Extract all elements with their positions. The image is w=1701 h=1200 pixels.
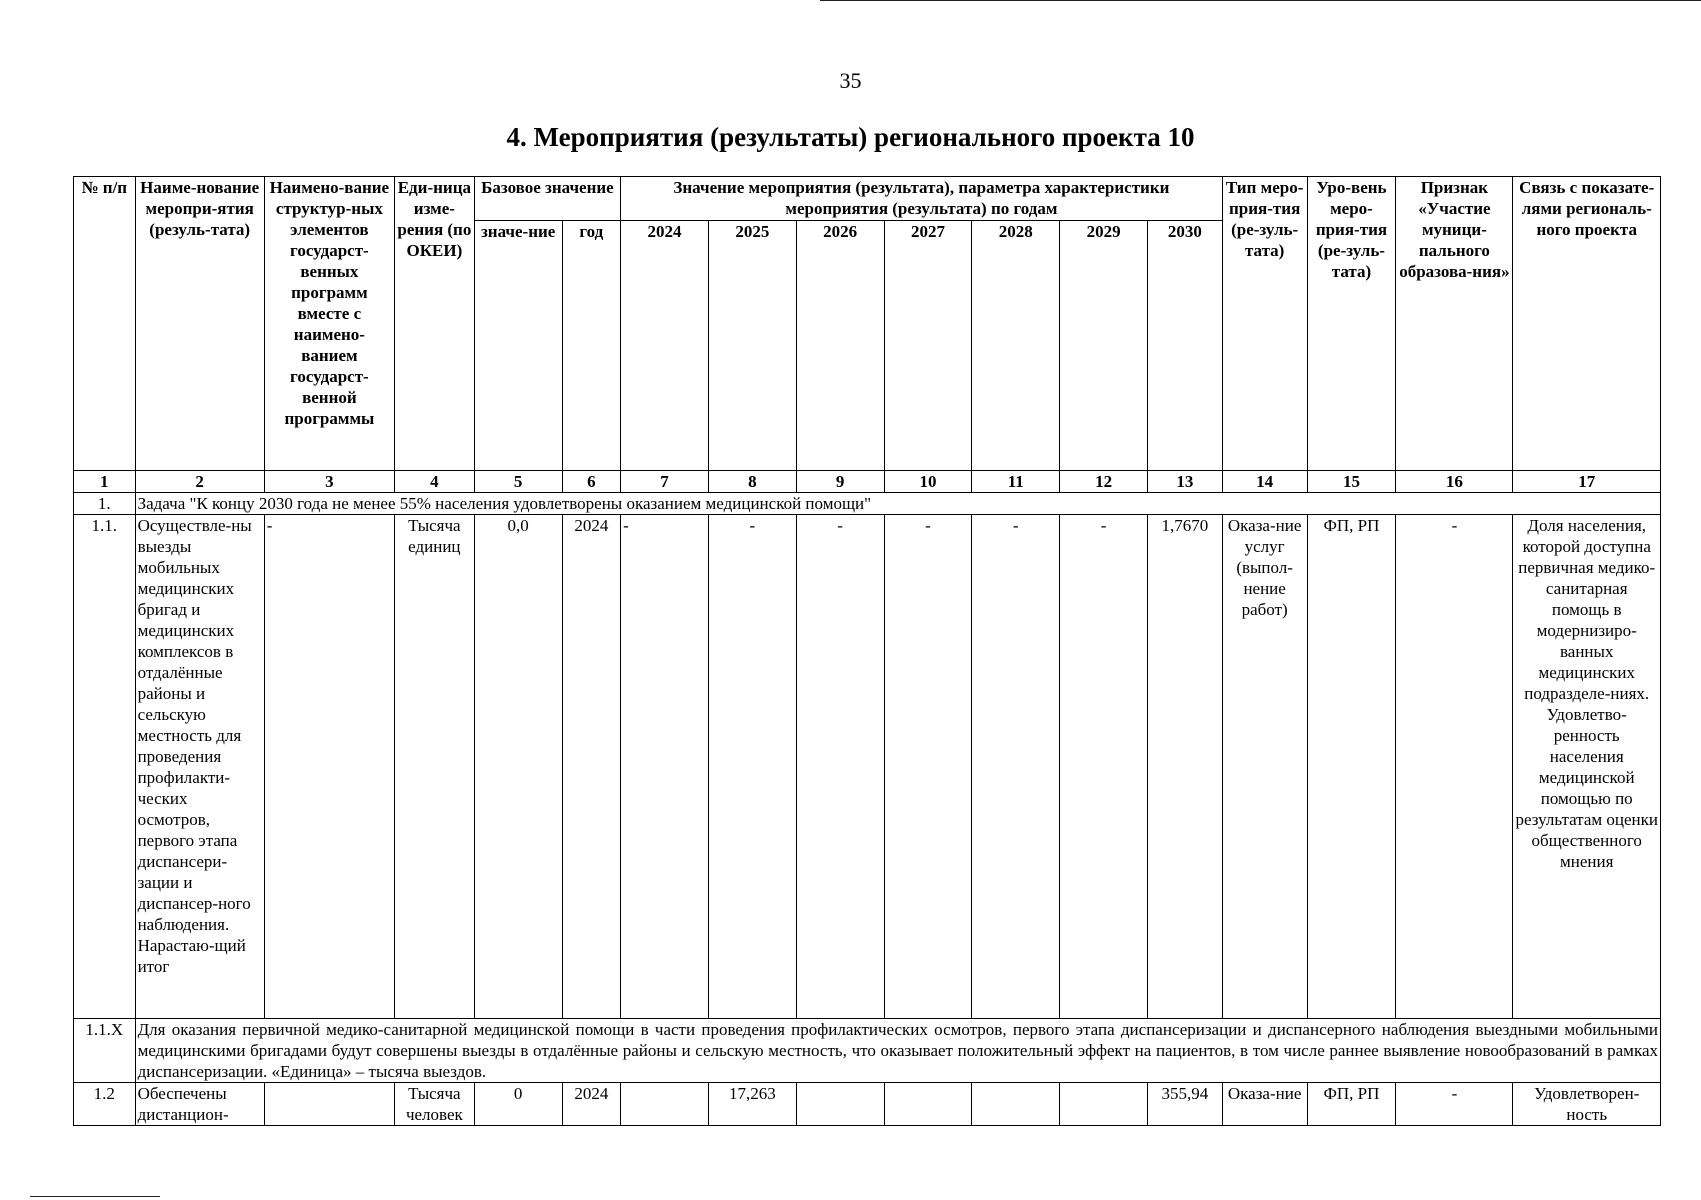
row-unit: Тысяча человек [395, 1083, 475, 1126]
row-year-value: 17,263 [708, 1083, 796, 1126]
row-base-year: 2024 [562, 1083, 621, 1126]
table-row [74, 515, 1661, 1019]
column-number: 2 [135, 471, 264, 493]
header-year: 2026 [796, 221, 884, 471]
column-number: 15 [1307, 471, 1396, 493]
column-number: 12 [1060, 471, 1148, 493]
table-row [74, 1083, 1661, 1126]
row-base-year: 2024 [562, 515, 621, 1019]
row-structural: - [264, 515, 394, 1019]
row-year-value [796, 1083, 884, 1126]
row-base-value: 0 [474, 1083, 562, 1126]
header-base-value: значе-ние [474, 221, 562, 471]
row-level: ФП, РП [1307, 515, 1396, 1019]
task-row [74, 493, 1661, 515]
row-year-value [884, 1083, 972, 1126]
column-number: 4 [395, 471, 475, 493]
row-year-value [1060, 1083, 1148, 1126]
row-link: Удовлетворен-ность [1513, 1083, 1661, 1126]
column-number: 14 [1222, 471, 1307, 493]
header-row-1 [74, 177, 1661, 221]
row-year-value: - [621, 515, 709, 1019]
header-type: Тип меро-прия-тия (ре-зуль-тата) [1222, 177, 1307, 471]
page-title: 4. Мероприятия (результаты) регионального проекта 10 [506, 122, 1195, 152]
header-year: 2024 [621, 221, 709, 471]
note-row [74, 1019, 1661, 1083]
header-level: Уро-вень меро-прия-тия (ре-зуль-тата) [1307, 177, 1396, 471]
row-no: 1.1. [74, 515, 136, 1019]
row-type: Оказа-ние [1222, 1083, 1307, 1126]
row-year-value: - [1060, 515, 1148, 1019]
scan-mark [820, 0, 1701, 1]
row-base-value: 0,0 [474, 515, 562, 1019]
row-year-value [972, 1083, 1060, 1126]
row-municipal: - [1396, 1083, 1513, 1126]
row-unit: Тысяча единиц [395, 515, 475, 1019]
column-number: 9 [796, 471, 884, 493]
row-year-value: - [796, 515, 884, 1019]
column-number: 8 [708, 471, 796, 493]
header-municipal: Признак «Участие муници-пального образова-ния» [1396, 177, 1513, 471]
column-numbers-row [74, 471, 1661, 493]
header-no: № п/п [74, 177, 136, 471]
row-type: Оказа-ние услуг (выпол-нение работ) [1222, 515, 1307, 1019]
column-number: 10 [884, 471, 972, 493]
page-number: 35 [839, 68, 862, 93]
column-number: 13 [1147, 471, 1222, 493]
row-no: 1.2 [74, 1083, 136, 1126]
task-no: 1. [74, 493, 136, 515]
task-text: Задача "К концу 2030 года не менее 55% населения удовлетворены оказанием медицинской помощи" [135, 493, 1660, 515]
column-number: 3 [264, 471, 394, 493]
row-year-value: - [972, 515, 1060, 1019]
projects-table [73, 176, 1661, 1126]
row-year-value: - [708, 515, 796, 1019]
header-year: 2027 [884, 221, 972, 471]
note-no: 1.1.X [74, 1019, 136, 1083]
column-number: 5 [474, 471, 562, 493]
header-base-year: год [562, 221, 621, 471]
note-text: Для оказания первичной медико-санитарной медицинской помощи в части проведения профилактических осмотров, первого этапа диспансеризации и диспансерного наблюдения выездными мобильными медицинскими бригадами будут совершены выезды в отдалённые районы и сельскую местность, что оказывает положительный эффект на пациентов, в том числе раннее выявление новообразований в рамках диспансеризации. «Единица» – тысяча выездов. [135, 1019, 1660, 1083]
header-year: 2030 [1147, 221, 1222, 471]
row-municipal: - [1396, 515, 1513, 1019]
row-year-value: 355,94 [1147, 1083, 1222, 1126]
header-year: 2029 [1060, 221, 1148, 471]
column-number: 17 [1513, 471, 1661, 493]
row-level: ФП, РП [1307, 1083, 1396, 1126]
row-year-value [621, 1083, 709, 1126]
scan-mark [30, 1196, 160, 1197]
row-link: Доля населения, которой доступна первичная медико-санитарная помощь в модернизиро-ванных медицинских подразделе-ниях. Удовлетво-ренность населения медицинской помощью по результатам оценки общественного мнения [1513, 515, 1661, 1019]
row-year-value: 1,7670 [1147, 515, 1222, 1019]
header-values-group: Значение мероприятия (результата), параметра характеристики мероприятия (результата) по годам [621, 177, 1223, 221]
row-structural [264, 1083, 394, 1126]
row-name: Обеспечены дистанцион- [135, 1083, 264, 1126]
header-unit: Еди-ница изме-рения (по ОКЕИ) [395, 177, 475, 471]
header-name: Наиме-нование меропри-ятия (резуль-тата) [135, 177, 264, 471]
column-number: 6 [562, 471, 621, 493]
row-year-value: - [884, 515, 972, 1019]
header-structural: Наимено-вание структур-ных элементов государст-венных программ вместе с наимено-ванием государст-венной программы [264, 177, 394, 471]
column-number: 7 [621, 471, 709, 493]
row-name: Осуществле-ны выезды мобильных медицинских бригад и медицинских комплексов в отдалённые районы и сельскую местность для проведения профилакти-ческих осмотров, первого этапа диспансери-зации и диспансер-ного наблюдения. Нарастаю-щий итог [135, 515, 264, 1019]
header-base: Базовое значение [474, 177, 620, 221]
column-number: 16 [1396, 471, 1513, 493]
header-year: 2028 [972, 221, 1060, 471]
header-year: 2025 [708, 221, 796, 471]
header-link: Связь с показате-лями региональ-ного проекта [1513, 177, 1661, 471]
column-number: 1 [74, 471, 136, 493]
column-number: 11 [972, 471, 1060, 493]
